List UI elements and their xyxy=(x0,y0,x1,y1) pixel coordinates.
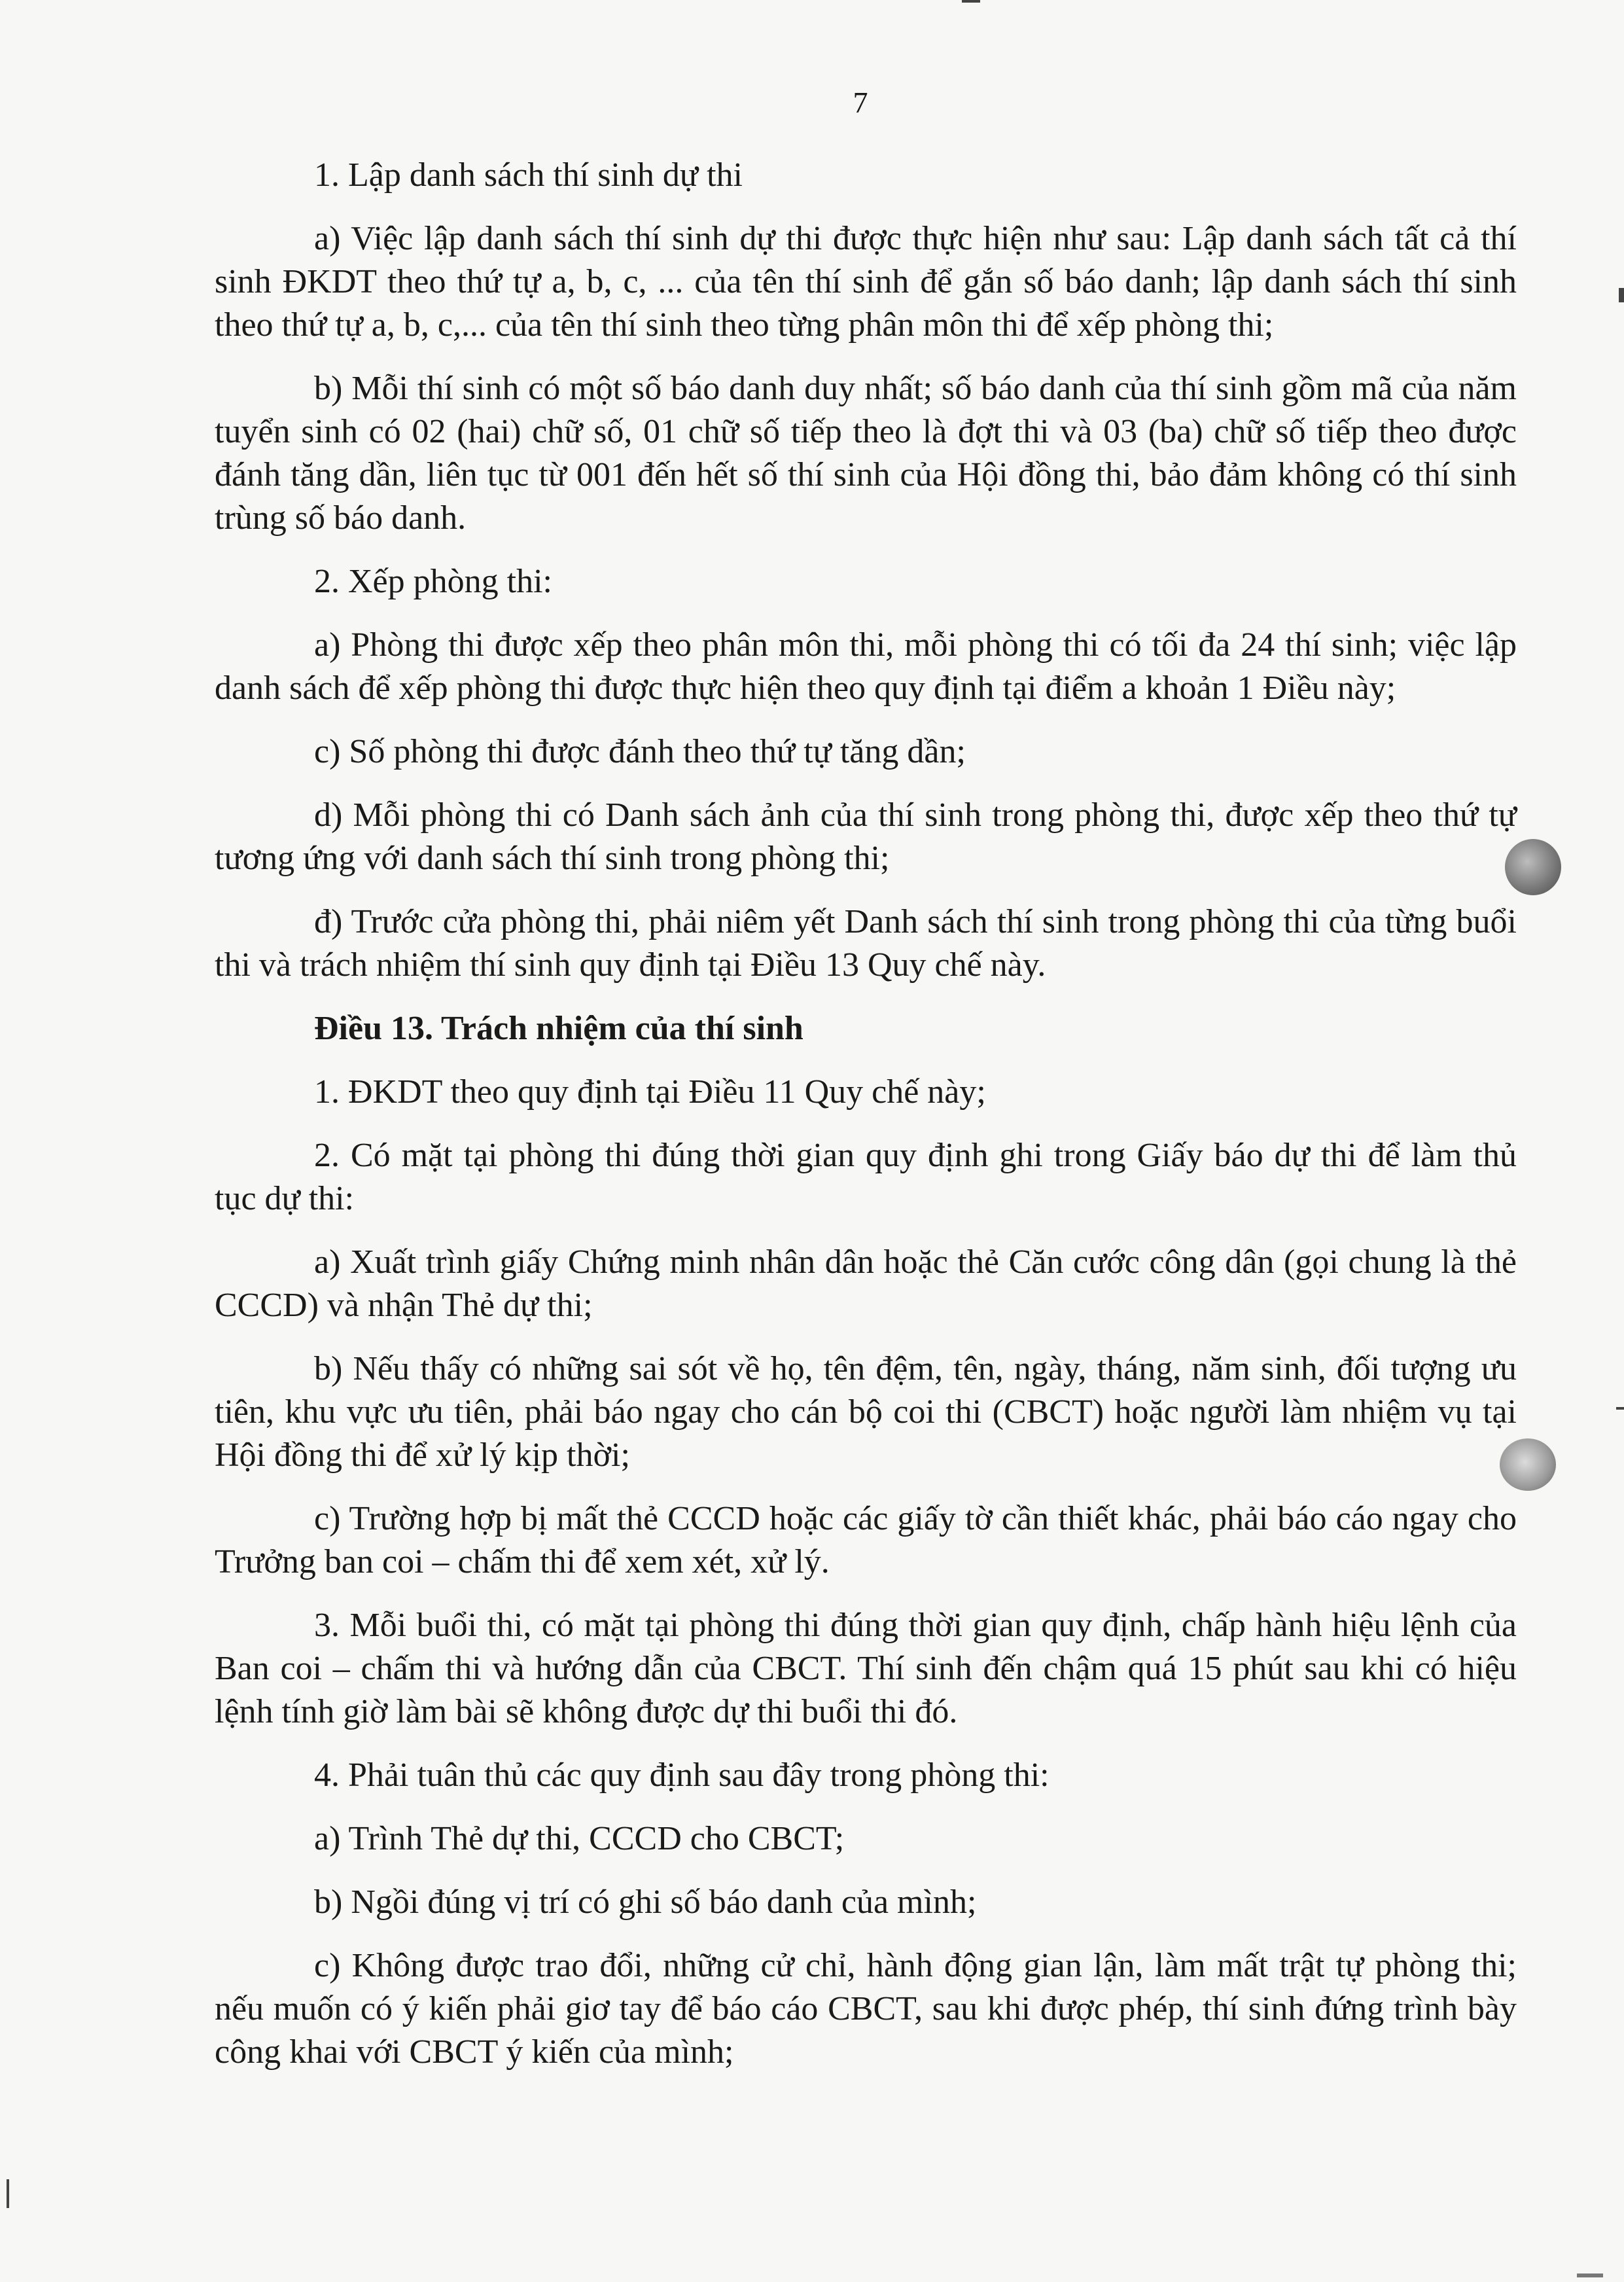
paragraph: b) Nếu thấy có những sai sót về họ, tên đệm, tên, ngày, tháng, năm sinh, đối tượng ưu tiên, khu vực ưu tiên, phải báo ngay cho cán bộ coi thi (CBCT) hoặc người làm nhiệm vụ tại Hội đồng thi để xử lý kịp thời; xyxy=(215,1350,1517,1474)
paragraph: 4. Phải tuân thủ các quy định sau đây trong phòng thi: xyxy=(314,1756,1050,1794)
paragraph: c) Trường hợp bị mất thẻ CCCD hoặc các giấy tờ cần thiết khác, phải báo cáo ngay cho Trưởng ban coi – chấm thi để xem xét, xử lý. xyxy=(215,1500,1517,1580)
paragraph: đ) Trước cửa phòng thi, phải niêm yết Danh sách thí sinh trong phòng thi của từng buổi thi và trách nhiệm thí sinh quy định tại Điều 13 Quy chế này. xyxy=(215,903,1517,984)
paragraph: a) Xuất trình giấy Chứng minh nhân dân hoặc thẻ Căn cước công dân (gọi chung là thẻ CCCD) và nhận Thẻ dự thi; xyxy=(215,1243,1517,1324)
article-heading: Điều 13. Trách nhiệm của thí sinh xyxy=(314,1010,803,1047)
document-body xyxy=(215,154,1517,2094)
paragraph: a) Phòng thi được xếp theo phân môn thi, mỗi phòng thi có tối đa 24 thí sinh; việc lập danh sách để xếp phòng thi được thực hiện theo quy định tại điểm a khoản 1 Điều này; xyxy=(215,626,1517,707)
punch-hole-mark xyxy=(1505,839,1561,895)
paragraph: b) Mỗi thí sinh có một số báo danh duy nhất; số báo danh của thí sinh gồm mã của năm tuyển sinh có 02 (hai) chữ số, 01 chữ số tiếp theo là đợt thi và 03 (ba) chữ số tiếp theo được đánh tăng dần, liên tục từ 001 đến hết số thí sinh của Hội đồng thi, bảo đảm không có thí sinh trùng số báo danh. xyxy=(215,370,1517,537)
paragraph: a) Trình Thẻ dự thi, CCCD cho CBCT; xyxy=(314,1820,845,1857)
punch-hole-mark xyxy=(1500,1438,1556,1491)
paragraph: 1. ĐKDT theo quy định tại Điều 11 Quy chế này; xyxy=(314,1073,986,1111)
paragraph: 2. Xếp phòng thi: xyxy=(314,563,552,600)
paragraph: c) Số phòng thi được đánh theo thứ tự tăng dần; xyxy=(314,733,966,770)
paragraph: a) Việc lập danh sách thí sinh dự thi được thực hiện như sau: Lập danh sách tất cả thí sinh ĐKDT theo thứ tự a, b, c, ... của tên thí sinh để gắn số báo danh; lập danh sách thí sinh theo thứ tự a, b, c,... của tên thí sinh theo từng phân môn thi để xếp phòng thi; xyxy=(215,220,1517,344)
paragraph: 3. Mỗi buổi thi, có mặt tại phòng thi đúng thời gian quy định, chấp hành hiệu lệnh của Ban coi – chấm thi và hướng dẫn của CBCT. Thí sinh đến chậm quá 15 phút sau khi có hiệu lệnh tính giờ làm bài sẽ không được dự thi buổi thi đó. xyxy=(215,1607,1517,1730)
paragraph: d) Mỗi phòng thi có Danh sách ảnh của thí sinh trong phòng thi, được xếp theo thứ tự tương ứng với danh sách thí sinh trong phòng thi; xyxy=(215,796,1517,877)
scan-artifact xyxy=(1577,2273,1603,2277)
scan-artifact xyxy=(7,2179,9,2208)
scan-artifact xyxy=(1619,288,1624,302)
paragraph: b) Ngồi đúng vị trí có ghi số báo danh của mình; xyxy=(314,1883,977,1921)
scan-artifact xyxy=(1616,1407,1624,1410)
paragraph: 2. Có mặt tại phòng thi đúng thời gian quy định ghi trong Giấy báo dự thi để làm thủ tục dự thi: xyxy=(215,1137,1517,1217)
paragraph: c) Không được trao đổi, những cử chỉ, hành động gian lận, làm mất trật tự phòng thi; nếu muốn có ý kiến phải giơ tay để báo cáo CBCT, sau khi được phép, thí sinh đứng trình bày công khai với CBCT ý kiến của mình; xyxy=(215,1947,1517,2071)
paragraph: 1. Lập danh sách thí sinh dự thi xyxy=(314,156,743,194)
scan-artifact xyxy=(962,0,980,3)
page-number: 7 xyxy=(853,86,868,119)
